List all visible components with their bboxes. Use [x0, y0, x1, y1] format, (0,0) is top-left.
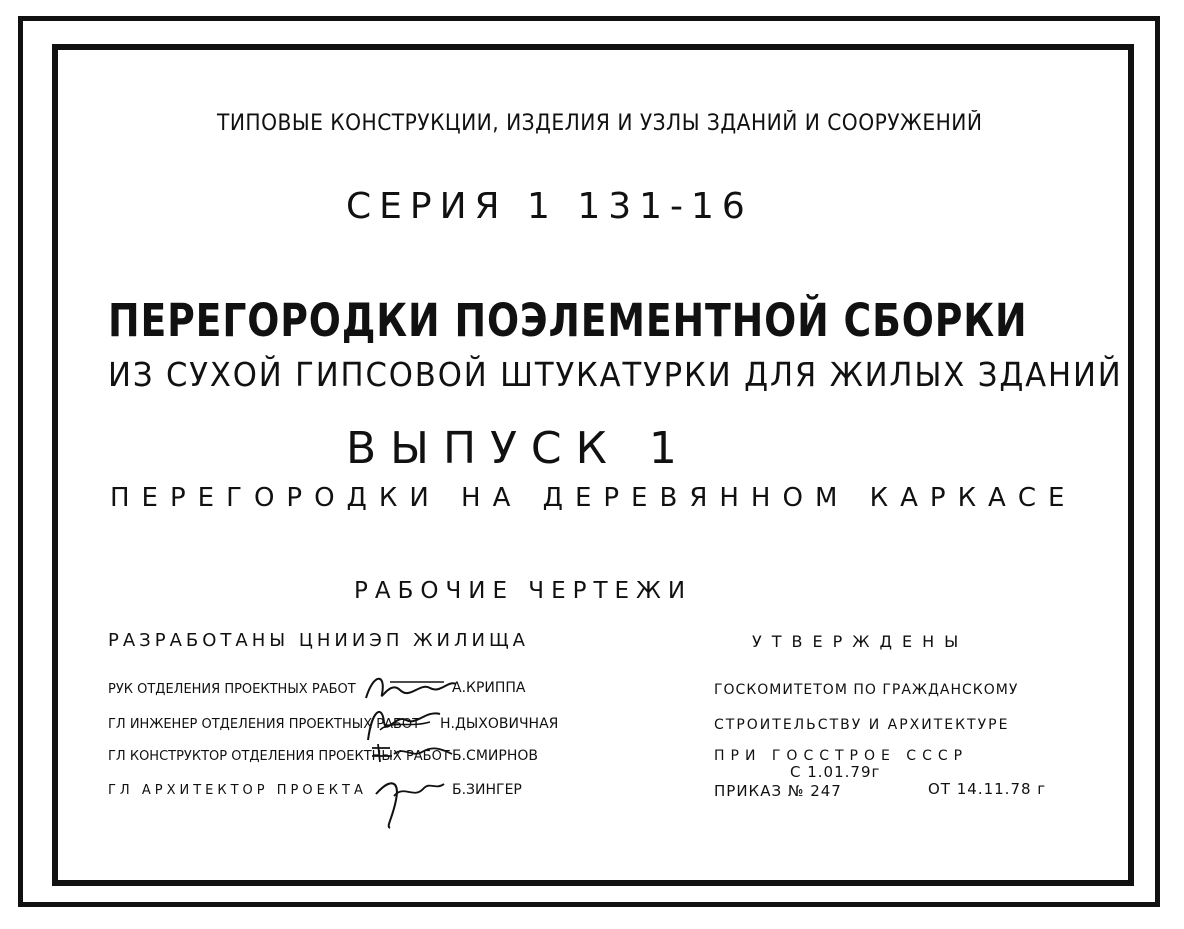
- signature-zinger: [370, 770, 450, 830]
- signatory-role: РУК ОТДЕЛЕНИЯ ПРОЕКТНЫХ РАБОТ: [108, 682, 356, 697]
- approval-line-1: ГОСКОМИТЕТОМ ПО ГРАЖДАНСКОМУ: [714, 682, 1019, 698]
- subtitle: ПЕРЕГОРОДКИ НА ДЕРЕВЯННОМ КАРКАСЕ: [110, 483, 1077, 513]
- signatory-row: [108, 682, 356, 697]
- signature-smirnov: [368, 740, 458, 770]
- signatory-row: [108, 783, 367, 798]
- signatory-name: Б.ЗИНГЕР: [452, 782, 522, 798]
- signatory-name: Н.ДЫХОВИЧНАЯ: [440, 716, 559, 732]
- title-line-2: ИЗ СУХОЙ ГИПСОВОЙ ШТУКАТУРКИ ДЛЯ ЖИЛЫХ ЗДАНИЙ: [108, 355, 1123, 394]
- approval-line-2: СТРОИТЕЛЬСТВУ И АРХИТЕКТУРЕ: [714, 717, 1010, 733]
- approval-line-3: ПРИ ГОССТРОЕ СССР: [714, 748, 969, 764]
- header-text: ТИПОВЫЕ КОНСТРУКЦИИ, ИЗДЕЛИЯ И УЗЛЫ ЗДАНИЙ И СООРУЖЕНИЙ: [217, 111, 983, 136]
- series-number: СЕРИЯ 1 131-16: [346, 186, 753, 227]
- signatory-role: ГЛ КОНСТРУКТОР ОТДЕЛЕНИЯ ПРОЕКТНЫХ РАБОТ: [108, 749, 450, 764]
- order-date: ОТ 14.11.78 г: [928, 780, 1047, 798]
- signatory-name: Б.СМИРНОВ: [452, 748, 538, 764]
- order-number: ПРИКАЗ № 247: [714, 782, 842, 800]
- signature-dykhovichnaya: [360, 700, 450, 745]
- issue-number: ВЫПУСК 1: [346, 423, 691, 474]
- signatory-role: ГЛ ИНЖЕНЕР ОТДЕЛЕНИЯ ПРОЕКТНЫХ РАБОТ: [108, 717, 421, 732]
- title-line-1: ПЕРЕГОРОДКИ ПОЭЛЕМЕНТНОЙ СБОРКИ: [108, 294, 1028, 347]
- approved-label: УТВЕРЖДЕНЫ: [752, 632, 969, 651]
- signatory-name: А.КРИППА: [452, 680, 526, 696]
- work-drawings-label: РАБОЧИЕ ЧЕРТЕЖИ: [354, 578, 693, 604]
- approval-effective-date: С 1.01.79г: [790, 763, 881, 781]
- developed-by: РАЗРАБОТАНЫ ЦНИИЭП ЖИЛИЩА: [108, 630, 529, 651]
- signatory-role: ГЛ АРХИТЕКТОР ПРОЕКТА: [108, 783, 367, 798]
